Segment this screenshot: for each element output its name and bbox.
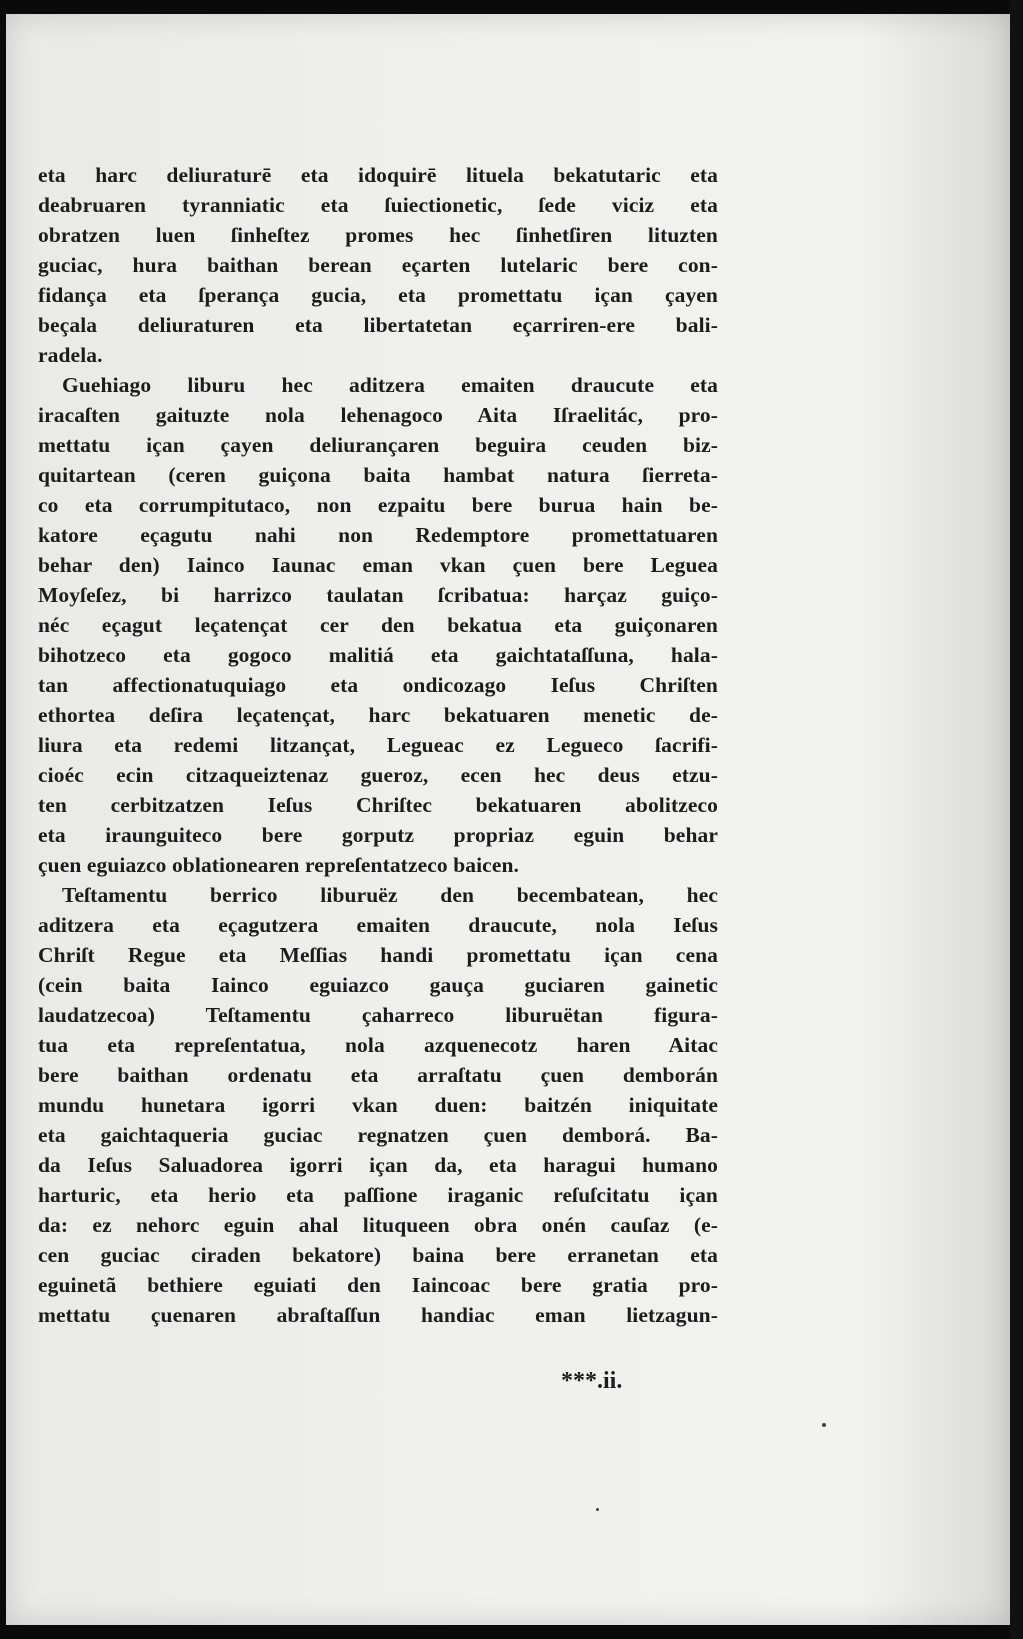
signature-mark: ***.ii. bbox=[561, 1368, 623, 1394]
text-line: co eta corrumpitutaco, non ezpaitu bere burua hain be- bbox=[38, 493, 718, 517]
text-line: mettatu çuenaren abraſtaſſun handiac eman lietzagun- bbox=[38, 1303, 718, 1327]
text-line: radela. bbox=[38, 343, 103, 367]
page-edge-shadow bbox=[1010, 0, 1023, 1639]
text-line: cen guciac ciraden bekatore) baina bere erranetan eta bbox=[38, 1243, 718, 1267]
text-line: cioéc ecin citzaqueiztenaz gueroz, ecen hec deus etzu- bbox=[38, 763, 718, 787]
text-line: eguinetã bethiere eguiati den Iaincoac bere gratia pro- bbox=[38, 1273, 718, 1297]
text-line: deabruaren tyranniatic eta ſuiectionetic, ſede viciz eta bbox=[38, 193, 718, 217]
text-line: laudatzecoa) Teſtamentu çaharreco liburuëtan figura- bbox=[38, 1003, 718, 1027]
text-line: néc eçagut leçatençat cer den bekatua eta guiçonaren bbox=[38, 613, 718, 637]
text-line: bere baithan ordenatu eta arraſtatu çuen demborán bbox=[38, 1063, 718, 1087]
text-line: ethortea deſira leçatençat, harc bekatuaren menetic de- bbox=[38, 703, 718, 727]
text-line: (cein baita Iainco eguiazco gauça guciaren gainetic bbox=[38, 973, 718, 997]
body-text bbox=[38, 160, 718, 1330]
text-line: guciac, hura baithan berean eçarten lutelaric bere con- bbox=[38, 253, 718, 277]
book-page bbox=[6, 14, 1010, 1625]
text-line: mundu hunetara igorri vkan duen: baitzén iniquitate bbox=[38, 1093, 718, 1117]
text-line: tan affectionatuquiago eta ondicozago Ieſus Chriſten bbox=[38, 673, 718, 697]
paper-speck bbox=[596, 1508, 599, 1511]
text-line: harturic, eta herio eta paſſione iraganic reſuſcitatu içan bbox=[38, 1183, 718, 1207]
text-line: da: ez nehorc eguin ahal lituqueen obra onén cauſaz (e- bbox=[38, 1213, 718, 1237]
text-line: eta harc deliuraturē eta idoquirē lituela bekatutaric eta bbox=[38, 163, 718, 187]
text-line: behar den) Iainco Iaunac eman vkan çuen bere Leguea bbox=[38, 553, 718, 577]
text-line: aditzera eta eçagutzera emaiten draucute, nola Ieſus bbox=[38, 913, 718, 937]
text-line: liura eta redemi litzançat, Legueac ez Legueco ſacrifi- bbox=[38, 733, 718, 757]
text-line: beçala deliuraturen eta libertatetan eçarriren-ere bali- bbox=[38, 313, 718, 337]
text-line: eta gaichtaqueria guciac regnatzen çuen demborá. Ba- bbox=[38, 1123, 718, 1147]
text-line: Guehiago liburu hec aditzera emaiten draucute eta bbox=[62, 373, 718, 397]
text-line: çuen eguiazco oblationearen repreſentatzeco baicen. bbox=[38, 853, 519, 877]
paper-speck bbox=[822, 1423, 826, 1427]
text-line: fidança eta ſperança gucia, eta promettatu içan çayen bbox=[38, 283, 718, 307]
text-line: iracaſten gaituzte nola lehenagoco Aita Iſraelitác, pro- bbox=[38, 403, 718, 427]
text-line: bihotzeco eta gogoco malitiá eta gaichtataſſuna, hala- bbox=[38, 643, 718, 667]
text-line: Teſtamentu berrico liburuëz den becembatean, hec bbox=[62, 883, 718, 907]
text-line: Chriſt Regue eta Meſſias handi promettatu içan cena bbox=[38, 943, 718, 967]
text-line: obratzen luen ſinheſtez promes hec ſinhetſiren lituzten bbox=[38, 223, 718, 247]
text-line: ten cerbitzatzen Ieſus Chriſtec bekatuaren abolitzeco bbox=[38, 793, 718, 817]
text-line: mettatu içan çayen deliurançaren beguira ceuden biz- bbox=[38, 433, 718, 457]
text-line: da Ieſus Saluadorea igorri içan da, eta haragui humano bbox=[38, 1153, 718, 1177]
text-line: katore eçagutu nahi non Redemptore promettatuaren bbox=[38, 523, 718, 547]
text-line: quitartean (ceren guiçona baita hambat natura ſierreta- bbox=[38, 463, 718, 487]
text-line: Moyſeſez, bi harrizco taulatan ſcribatua: harçaz guiço- bbox=[38, 583, 718, 607]
text-line: eta iraunguiteco bere gorputz propriaz eguin behar bbox=[38, 823, 718, 847]
text-line: tua eta repreſentatua, nola azquenecotz haren Aitac bbox=[38, 1033, 718, 1057]
